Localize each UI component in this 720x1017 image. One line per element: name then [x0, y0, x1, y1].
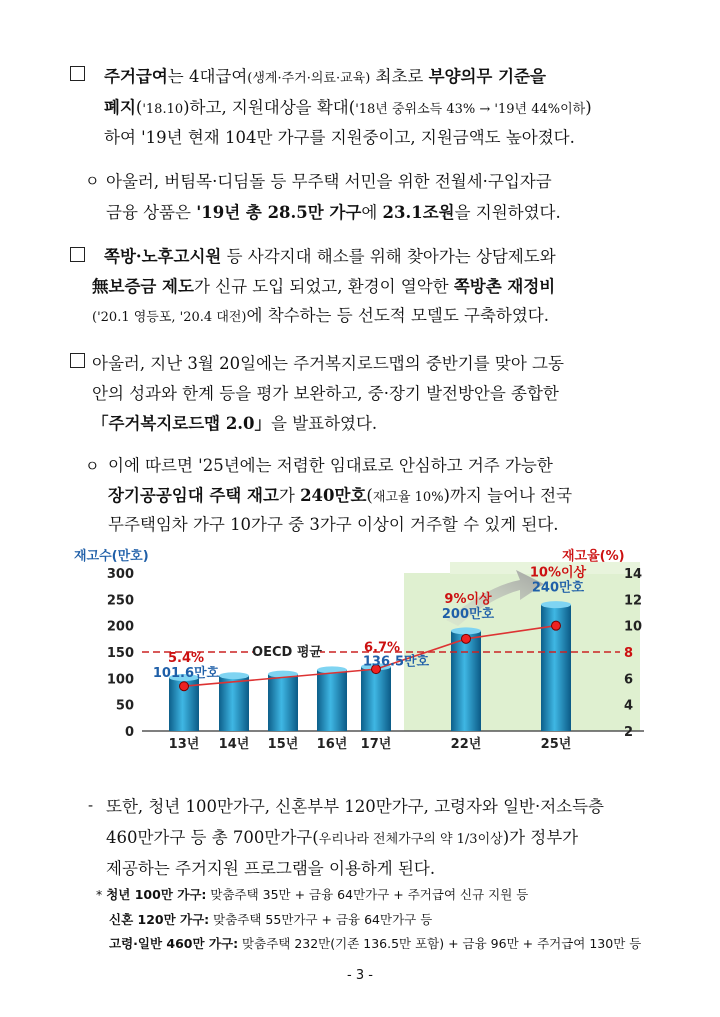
p6-marker: -	[88, 796, 94, 814]
bar	[451, 631, 481, 731]
text-segment: )가 정부가	[502, 828, 579, 847]
y-tick-label: 100	[106, 672, 134, 688]
y2-tick-label: 10	[624, 619, 643, 635]
text-segment: 장기공공임대 주택 재고	[108, 486, 279, 505]
p6-line1	[106, 793, 604, 817]
text-segment: 을 발표하였다.	[271, 414, 378, 433]
x-tick-label: 16년	[316, 737, 348, 752]
text-segment: (생계·주거·의료·교육)	[247, 71, 371, 86]
rate-data-label: 9%이상	[444, 591, 492, 607]
checkbox-icon	[70, 353, 85, 368]
p3-line2	[92, 273, 555, 297]
bar-cap	[541, 601, 571, 608]
x-tick-label: 13년	[168, 737, 200, 752]
text-segment: 무주택임차 가구 10가구 중 3가구 이상이 거주할 수 있게 된다.	[108, 515, 559, 534]
footnote-youth	[96, 885, 528, 903]
x-tick-label: 14년	[218, 737, 250, 752]
x-tick-label: 17년	[360, 737, 392, 752]
y-tick-label: 50	[115, 698, 134, 714]
rate-point	[552, 621, 561, 630]
text-segment: '19년 총 28.5만 가구	[196, 203, 362, 222]
stock-data-label: 136.5만호	[362, 654, 430, 670]
text-segment: 460만가구 등 총 700만가구(	[106, 828, 319, 847]
checkbox-icon	[70, 247, 85, 262]
text-segment: 쪽방촌 재정비	[453, 277, 556, 296]
page-number: - 3 -	[347, 968, 373, 983]
p2-marker: ㅇ	[85, 172, 100, 190]
oecd-label: OECD 평균	[252, 645, 322, 660]
y-tick-label: 150	[106, 646, 134, 661]
text-segment: )까지 늘어나 전국	[443, 486, 573, 505]
rate-data-label: 5.4%	[167, 651, 205, 667]
text-segment: (	[366, 486, 373, 505]
p3-line1	[104, 243, 556, 267]
p6-line2	[106, 824, 578, 848]
p4-line3	[92, 410, 377, 434]
bar-cap	[451, 627, 481, 634]
text-segment: 이에 따르면 '25년에는 저렴한 임대료로 안심하고 거주 가능한	[108, 456, 553, 475]
p2-line2	[106, 199, 561, 223]
text-segment: 맞춤주택 232만(기존 136.5만 포함) + 금융 96만 + 주거급여 130만 등	[238, 936, 642, 951]
p5-marker: ㅇ	[85, 457, 100, 475]
text-segment: 우리나라 전체가구의 약 1/3이상	[318, 832, 503, 847]
y2-tick-label: 8	[624, 646, 634, 661]
p4-line1	[92, 350, 564, 374]
text-segment: 고령·일반 460만 가구:	[109, 936, 239, 951]
y-axis-title: 재고수(만호)	[74, 549, 149, 564]
rate-point	[180, 682, 189, 691]
y2-axis-title: 재고율(%)	[562, 549, 625, 564]
x-tick-label: 22년	[450, 737, 482, 752]
text-segment: 쪽방·노후고시원	[104, 247, 222, 266]
text-segment: 주거급여	[104, 67, 168, 86]
text-segment: 최초로	[370, 67, 429, 86]
text-segment: 제공하는 주거지원 프로그램을 이용하게 된다.	[106, 859, 436, 878]
text-segment: 23.1조원	[382, 203, 455, 222]
p2-line1	[106, 168, 552, 192]
text-segment: *	[96, 887, 107, 902]
y-tick-label: 300	[106, 567, 134, 582]
y2-tick-label: 14	[624, 567, 643, 582]
rate-data-label: 10%이상	[529, 565, 587, 581]
text-segment: 아울러, 지난 3월 20일에는 주거복지로드맵의 중반기를 맞아 그동	[92, 354, 564, 373]
text-segment: 에 착수하는 등 선도적 모델도 구축하였다.	[246, 306, 549, 325]
text-segment: 맞춤주택 55만가구 + 금융 64만가구 등	[209, 912, 433, 927]
x-tick-label: 15년	[267, 737, 299, 752]
text-segment: )	[585, 98, 592, 117]
stock-data-label: 101.6만호	[152, 666, 220, 682]
p3-line3	[92, 302, 549, 326]
text-segment: 등 사각지대 해소를 위해 찾아가는 상담제도와	[221, 247, 556, 266]
text-segment: 부양의무 기준을	[428, 67, 546, 86]
text-segment: 재고율 10%	[372, 490, 444, 505]
p5-line2	[108, 482, 572, 506]
text-segment: '18.10	[142, 102, 184, 117]
text-segment: 는 4대급여	[167, 67, 248, 86]
bar	[361, 667, 391, 731]
rate-point	[462, 634, 471, 643]
text-segment: 또한, 청년 100만가구, 신혼부부 120만가구, 고령자와 일반·저소득층	[106, 797, 604, 816]
text-segment: 에	[361, 203, 383, 222]
text-segment: 신혼 120만 가구:	[109, 912, 210, 927]
text-segment: 無보증금 제도	[92, 277, 194, 296]
text-segment: 폐지	[104, 98, 136, 117]
footnote-newlywed	[109, 910, 432, 928]
text-segment: '18년 중위소득 43% → '19년 44%이하	[355, 102, 586, 117]
footnote-elderly	[109, 934, 641, 952]
text-segment: 아울러, 버팀목·디딤돌 등 무주택 서민을 위한 전월세·구입자금	[106, 172, 552, 191]
y-tick-label: 250	[106, 593, 134, 609]
p6-line3	[106, 855, 435, 879]
housing-stock-chart	[58, 540, 658, 760]
text-segment: 「주거복지로드맵 2.0」	[92, 414, 272, 433]
text-segment: 하여 '19년 현재 104만 가구를 지원중이고, 지원금액도 높아졌다.	[104, 128, 575, 147]
y2-tick-label: 6	[624, 672, 634, 688]
bar	[219, 676, 249, 731]
text-segment: (	[135, 98, 143, 117]
checkbox-icon	[70, 66, 85, 81]
text-segment: 안의 성과와 한계 등을 평가 보완하고, 중·장기 발전방안을 종합한	[92, 384, 559, 403]
bar-cap	[219, 672, 249, 679]
y-tick-label: 200	[106, 619, 134, 635]
p5-line3	[108, 511, 559, 535]
text-segment: 맞춤주택 35만 + 금융 64만가구 + 주거급여 신규 지원 등	[206, 887, 529, 902]
text-segment: 을 지원하였다.	[454, 203, 561, 222]
p1-line3	[104, 124, 575, 148]
text-segment: 가 신규 도입 되었고, 환경이 열악한	[193, 277, 454, 296]
text-segment: 240만호	[300, 486, 367, 505]
p1-line2	[104, 94, 592, 118]
text-segment: ('20.1 영등포, '20.4 대전)	[92, 310, 247, 325]
y2-tick-label: 4	[624, 698, 634, 714]
stock-data-label: 240만호	[531, 580, 585, 596]
y2-tick-label: 12	[624, 593, 643, 609]
p1-line1	[104, 63, 546, 87]
bar	[317, 670, 347, 731]
p4-line2	[92, 380, 559, 404]
stock-data-label: 200만호	[441, 606, 495, 622]
rate-data-label: 6.7%	[363, 640, 401, 656]
x-tick-label: 25년	[540, 737, 572, 752]
text-segment: )하고, 지원대상을 확대(	[183, 98, 356, 117]
y2-tick-label: 2	[624, 725, 634, 740]
text-segment: 청년 100만 가구:	[106, 887, 207, 902]
bar	[268, 674, 298, 731]
y-tick-label: 0	[124, 725, 134, 740]
text-segment: 금융 상품은	[106, 203, 197, 222]
text-segment: 가	[278, 486, 301, 505]
p5-line1	[108, 452, 553, 476]
